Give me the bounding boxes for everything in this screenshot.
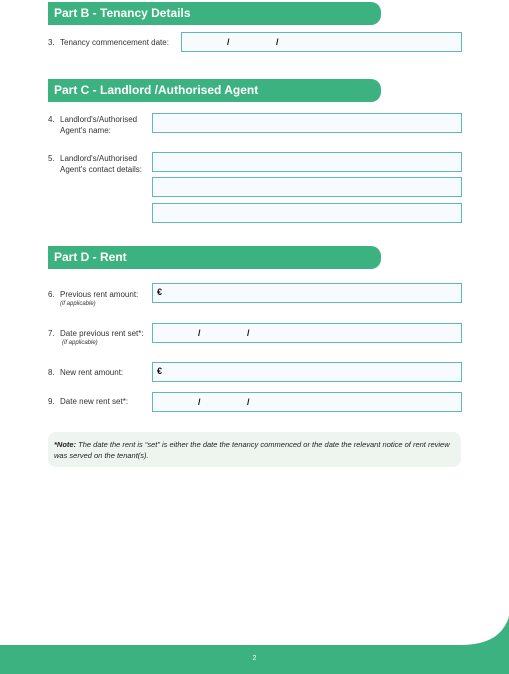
landlord-contact-label-line2: Agent's contact details: <box>60 165 143 174</box>
part-c-header: Part C - Landlord /Authorised Agent <box>48 79 381 102</box>
landlord-contact-field-line1[interactable] <box>152 152 462 172</box>
item-5-number: 5. <box>48 154 55 163</box>
part-b-header: Part B - Tenancy Details <box>48 2 381 25</box>
item-8-number: 8. <box>48 368 55 377</box>
euro-symbol: € <box>157 287 163 297</box>
date-separator: / <box>276 37 279 47</box>
tenancy-commencement-label: Tenancy commencement date: <box>60 38 169 47</box>
item-3-number: 3. <box>48 38 55 47</box>
landlord-contact-label-line1: Landlord's/Authorised <box>60 154 138 163</box>
item-6-number: 6. <box>48 290 55 299</box>
date-separator: / <box>198 328 201 338</box>
note-text: The date the rent is “set” is either the date the tenancy commenced or the date the relevant notice of rent review was served on the tenant(s). <box>54 440 450 460</box>
rent-set-note <box>48 432 461 467</box>
landlord-name-field[interactable] <box>152 113 462 133</box>
date-previous-rent-field[interactable] <box>152 323 462 343</box>
date-new-rent-label: Date new rent set*: <box>60 397 129 406</box>
part-d-header: Part D - Rent <box>48 246 381 269</box>
item-4-number: 4. <box>48 115 55 124</box>
previous-rent-amount-label: Previous rent amount: <box>60 290 139 299</box>
item-7-number: 7. <box>48 329 55 338</box>
date-separator: / <box>227 37 230 47</box>
page-number: 2 <box>252 655 257 662</box>
date-separator: / <box>198 397 201 407</box>
new-rent-amount-field[interactable] <box>152 362 462 382</box>
date-separator: / <box>247 397 250 407</box>
landlord-name-label-line2: Agent's name: <box>60 126 111 135</box>
date-separator: / <box>247 328 250 338</box>
note-heading: *Note: <box>54 440 77 449</box>
new-rent-amount-label: New rent amount: <box>60 368 124 377</box>
previous-rent-applicable-note: (if applicable) <box>60 301 96 307</box>
landlord-name-label-line1: Landlord's/Authorised <box>60 115 138 124</box>
landlord-contact-field-line3[interactable] <box>152 203 462 223</box>
date-previous-rent-applicable-note: (if applicable) <box>62 340 98 346</box>
footer-curve-decoration <box>460 616 509 645</box>
tenancy-commencement-date-field[interactable] <box>181 32 462 52</box>
date-previous-rent-label: Date previous rent set*: <box>60 329 144 338</box>
date-new-rent-field[interactable] <box>152 392 462 412</box>
previous-rent-amount-field[interactable] <box>152 283 462 303</box>
item-9-number: 9. <box>48 397 55 406</box>
euro-symbol: € <box>157 366 163 376</box>
landlord-contact-field-line2[interactable] <box>152 177 462 197</box>
